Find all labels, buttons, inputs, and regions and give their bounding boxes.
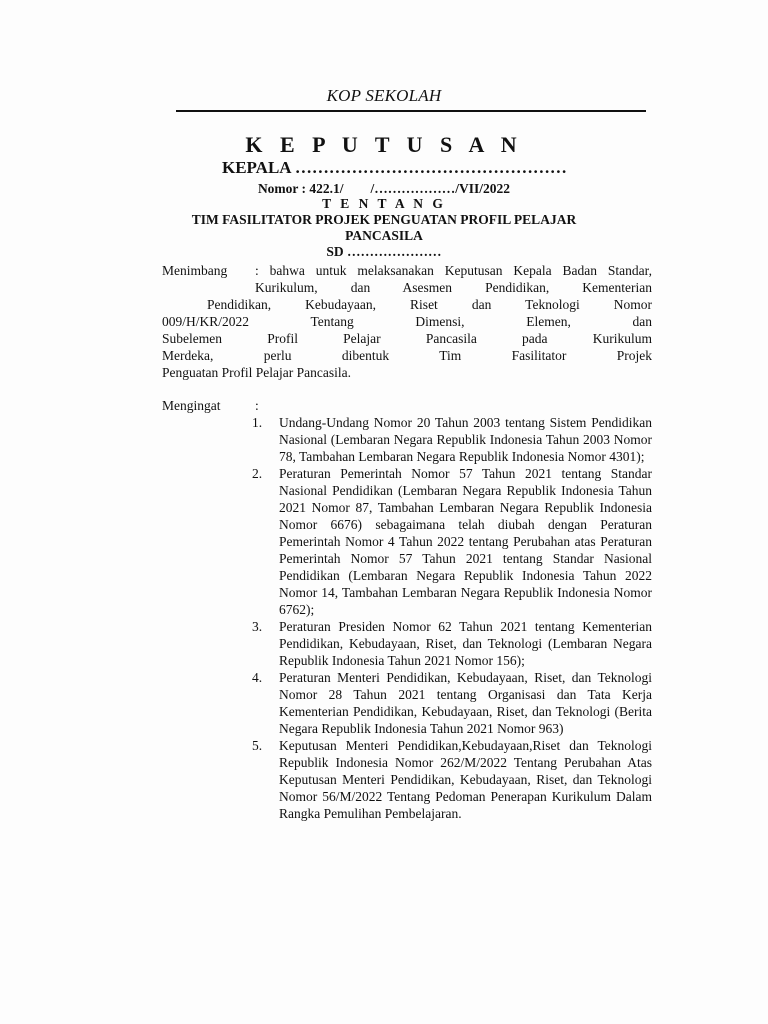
subject-line-1: TIM FASILITATOR PROJEK PENGUATAN PROFIL PELAJAR [191, 212, 577, 227]
list-item-number: 2. [252, 466, 263, 481]
list-item-number: 3. [252, 619, 263, 634]
list-item-text: Keputusan Menteri Pendidikan,Kebudayaan,Riset dan Teknologi Republik Indonesia Nomor 262/M/2022 Tentang Perubahan Atas Keputusan Menteri Pendidikan, Kebudayaan, Riset, dan Teknologi Nomor 56/M/2022 Tentang Pedoman Penerapan Kurikulum Dalam Rangka Pemulihan Pembelajaran. [279, 738, 652, 821]
list-item-number: 4. [252, 670, 263, 685]
list-item-text: Peraturan Menteri Pendidikan, Kebudayaan, Riset, dan Teknologi Nomor 28 Tahun 2021 tentang Organisasi dan Tata Kerja Kementerian Pendidikan, Kebudayaan, Riset, dan Teknologi (Berita Negara Republik Indonesia Tahun 2021 Nomor 963) [279, 670, 652, 736]
menimbang-line-3: Pendidikan, Kebudayaan, Riset dan Teknologi Nomor [207, 297, 652, 312]
mengingat-colon: : [255, 398, 259, 413]
menimbang-section [162, 262, 652, 381]
issuer-line: KEPALA ………………………………………… [222, 158, 567, 177]
subject-line-2: PANCASILA [345, 228, 423, 243]
mengingat-list [252, 414, 652, 822]
list-item [252, 669, 652, 737]
decree-number: Nomor : 422.1/ /………………/VII/2022 [257, 181, 511, 196]
list-item [252, 737, 652, 822]
menimbang-line-2: Kurikulum, dan Asesmen Pendidikan, Kementerian [255, 280, 652, 295]
menimbang-line-6: Merdeka, perlu dibentuk Tim Fasilitator Projek [162, 348, 652, 363]
menimbang-line-4: 009/H/KR/2022 Tentang Dimensi, Elemen, dan [162, 314, 652, 329]
menimbang-line-7: Penguatan Profil Pelajar Pancasila. [162, 365, 351, 380]
menimbang-label: Menimbang [162, 263, 228, 278]
list-item-text: Undang-Undang Nomor 20 Tahun 2003 tentang Sistem Pendidikan Nasional (Lembaran Negara Republik Indonesia Tahun 2003 Nomor 78, Tambahan Lembaran Negara Republik Indonesia Nomor 4301); [279, 415, 652, 464]
document-title: K E P U T U S A N [245, 132, 523, 157]
list-item-number: 1. [252, 415, 263, 430]
tentang-heading: T E N T A N G [322, 196, 446, 211]
list-item-text: Peraturan Pemerintah Nomor 57 Tahun 2021 tentang Standar Nasional Pendidikan (Lembaran Negara Republik Indonesia Tahun 2021 Nomor 87, Tambahan Lembaran Negara Republik Indonesia Nomor 6676) sebagaimana telah diubah dengan Peraturan Pemerintah Nomor 4 Tahun 2022 tentang Perubahan atas Peraturan Pemerintah Nomor 57 Tahun 2021 tentang Standar Nasional Pendidikan (Lembaran Negara Republik Indonesia Tahun 2022 Nomor 14, Tambahan Lembaran Negara Republik Indonesia Nomor 6762); [279, 466, 652, 617]
mengingat-label: Mengingat [162, 398, 221, 413]
list-item-text: Peraturan Presiden Nomor 62 Tahun 2021 tentang Kementerian Pendidikan, Kebudayaan, Riset, dan Teknologi (Lembaran Negara Republik Indonesia Tahun 2021 Nomor 156); [279, 619, 652, 668]
list-item [252, 414, 652, 465]
list-item [252, 465, 652, 618]
mengingat-heading [162, 397, 282, 414]
menimbang-line-5: Subelemen Profil Pelajar Pancasila pada Kurikulum [162, 331, 652, 346]
list-item [252, 618, 652, 669]
letterhead: KOP SEKOLAH [326, 86, 442, 105]
menimbang-line-1: Menimbang : bahwa untuk melaksanakan Keputusan Kepala Badan Standar, [162, 263, 652, 278]
list-item-number: 5. [252, 738, 263, 753]
school-line: SD ………………… [326, 244, 442, 259]
letterhead-rule [176, 110, 646, 112]
